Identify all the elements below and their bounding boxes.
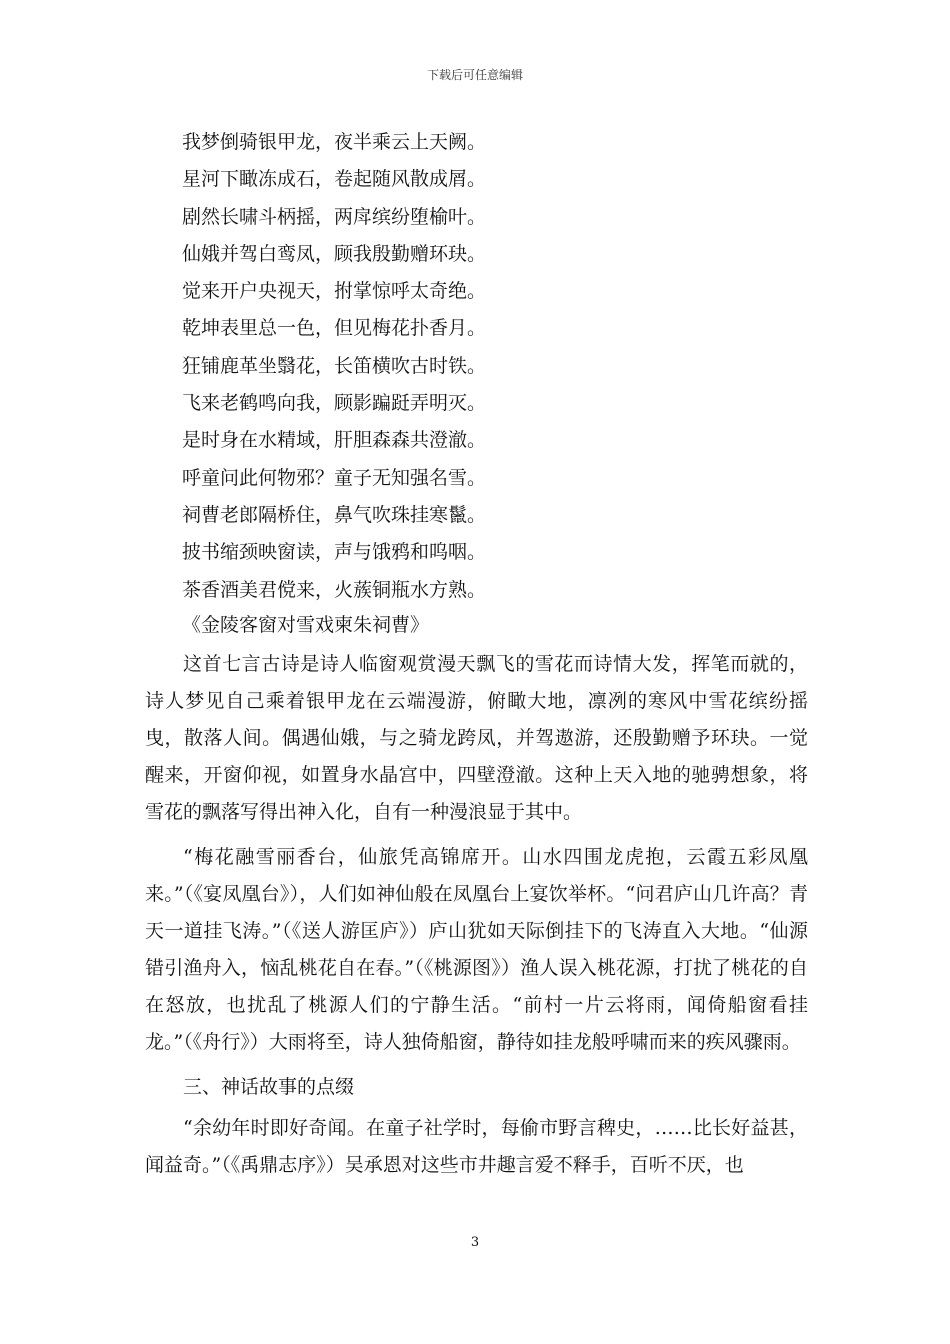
poem-line: 剧然长啸斗柄摇，两戽缤纷堕榆叶。 [182, 205, 487, 228]
page-header: 下载后可任意编辑 [426, 68, 523, 82]
poem-line: 茶香酒美君傥来，火蔟铜瓶水方熟。 [182, 578, 487, 601]
poem-line: 呼童问此何物邪？童子无知强名雪。 [182, 466, 487, 489]
poem-line: 狂铺鹿革坐翳花，长笛横吹古时铁。 [182, 354, 487, 377]
poem-line: 仙娥并驾白鸾凤，顾我殷勤赠环玦。 [182, 242, 487, 265]
poem-line: 觉来开户央视天，拊掌惊呼太奇绝。 [182, 280, 487, 303]
poem-line: 我梦倒骑银甲龙，夜半乘云上天阙。 [182, 131, 487, 153]
poem-line: 披书缩颈映窗读，声与饿鸦和呜咽。 [182, 541, 487, 564]
poem-line: 星河下瞰冻成石，卷起随风散成屑。 [182, 168, 487, 191]
paragraph-quotes: “梅花融雪丽香台，仙旅凭高锦席开。山水四围龙虎抱，云霞五彩凤凰来。”（《宴凤凰台》），人们如神仙般在凤凰台上宴饮举杯。“问君庐山几许高？青天一道挂飞涛。”（《送人游匡庐》）庐山犹如天际倒挂下的飞涛直入大地。“仙源错引渔舟入，恼乱桃花自在春。”（《桃源图》）渔人误入桃花源，打扰了桃花的自在怒放，也扰乱了桃源人们的宁静生活。“前村一片云将雨，闻倚船窗看挂龙。”（《舟行》）大雨将至，诗人独倚船窗，静待如挂龙般呼啸而来的疾风骤雨。 [145, 846, 808, 1053]
poem-line: 是时身在水精域，肝胆森森共澄澈。 [182, 429, 487, 452]
body-text [145, 646, 808, 1184]
poem-title: 《金陵客窗对雪戏柬朱祠曹》 [182, 614, 430, 636]
poem-block [182, 124, 486, 609]
page-number: 3 [470, 1235, 480, 1250]
poem-line: 祠曹老郎隔桥住，鼻气吹珠挂寒鬣。 [182, 503, 487, 526]
paragraph-analysis: 这首七言古诗是诗人临窗观赏漫天飘飞的雪花而诗情大发，挥笔而就的，诗人梦见自己乘着银甲龙在云端漫游，俯瞰大地，凛冽的寒风中雪花缤纷摇曳，散落人间。偶遇仙娥，与之骑龙跨凤，并驾遨游，还殷勤赠予环玦。一觉醒来，开窗仰视，如置身水晶宫中，四壁澄澈。这种上天入地的驰骋想象，将雪花的飘落写得出神入化，自有一种漫浪显于其中。 [145, 653, 808, 823]
poem-line: 乾坤表里总一色，但见梅花扑香月。 [182, 317, 487, 340]
section-heading: 三、神话故事的点缀 [183, 1076, 355, 1098]
paragraph-myth: “余幼年时即好奇闻。在童子社学时，每偷市野言稗史，……比长好益甚，闻益奇。”（《禹鼎志序》）吴承恩对这些市井趣言爱不释手，百听不厌，也 [145, 1117, 808, 1176]
poem-line: 飞来老鹤鸣向我，顾影蹁跹弄明灭。 [182, 392, 487, 415]
